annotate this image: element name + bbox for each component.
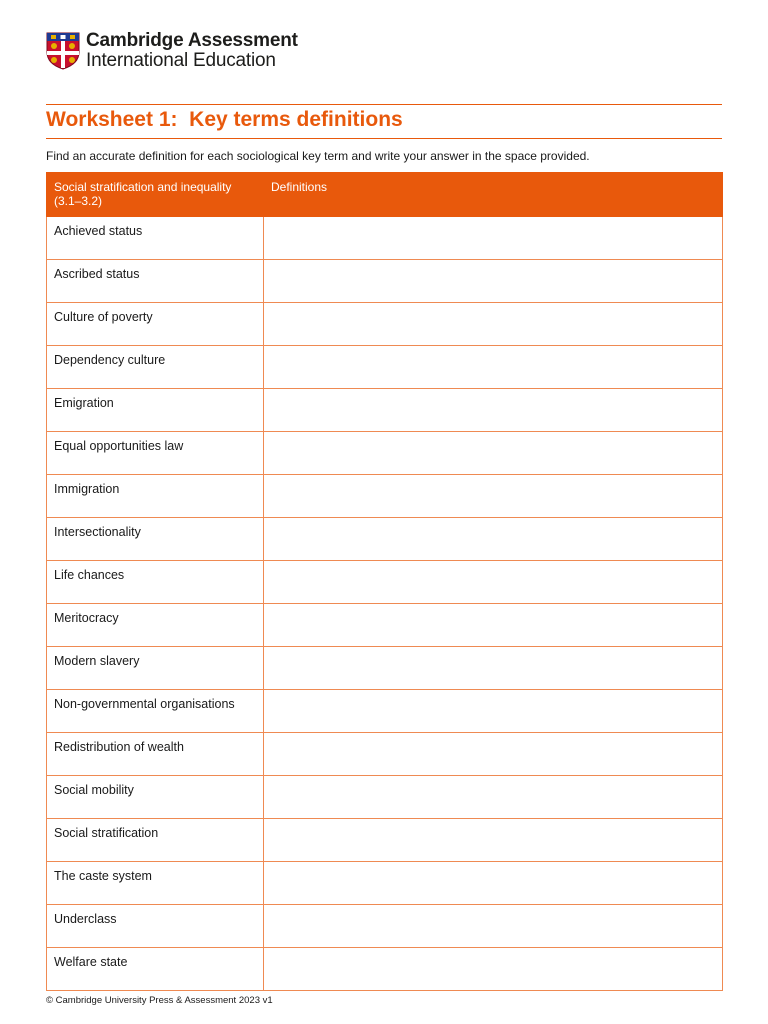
definition-cell[interactable] [264, 475, 723, 518]
term-cell: Achieved status [47, 217, 264, 260]
definition-cell[interactable] [264, 905, 723, 948]
definition-cell[interactable] [264, 217, 723, 260]
term-cell: Meritocracy [47, 604, 264, 647]
term-cell: Life chances [47, 561, 264, 604]
table-row [47, 260, 723, 303]
copyright-footer: © Cambridge University Press & Assessment 2023 v1 [46, 995, 273, 1006]
definition-cell[interactable] [264, 389, 723, 432]
worksheet-title: Worksheet 1: Key terms definitions [46, 108, 403, 131]
cambridge-logo [46, 31, 298, 71]
table-row [47, 518, 723, 561]
table-row [47, 647, 723, 690]
table-row [47, 690, 723, 733]
table-row [47, 432, 723, 475]
table-row [47, 733, 723, 776]
definition-cell[interactable] [264, 690, 723, 733]
term-cell: Ascribed status [47, 260, 264, 303]
table-row [47, 217, 723, 260]
term-cell: Welfare state [47, 948, 264, 991]
table-row [47, 303, 723, 346]
term-cell: Intersectionality [47, 518, 264, 561]
term-cell: Underclass [47, 905, 264, 948]
table-row [47, 776, 723, 819]
term-cell: Social stratification [47, 819, 264, 862]
definition-cell[interactable] [264, 776, 723, 819]
term-cell: Social mobility [47, 776, 264, 819]
definition-cell[interactable] [264, 604, 723, 647]
term-cell: Culture of poverty [47, 303, 264, 346]
table-row [47, 389, 723, 432]
key-terms-table [46, 172, 723, 991]
term-cell: Non-governmental organisations [47, 690, 264, 733]
definition-cell[interactable] [264, 819, 723, 862]
term-cell: Dependency culture [47, 346, 264, 389]
table-row [47, 475, 723, 518]
table-row [47, 905, 723, 948]
term-cell: Redistribution of wealth [47, 733, 264, 776]
term-cell: The caste system [47, 862, 264, 905]
table-row [47, 862, 723, 905]
definition-cell[interactable] [264, 647, 723, 690]
term-cell: Modern slavery [47, 647, 264, 690]
definition-cell[interactable] [264, 518, 723, 561]
table-row [47, 561, 723, 604]
title-rule-bottom [46, 138, 722, 139]
definition-cell[interactable] [264, 948, 723, 991]
definition-cell[interactable] [264, 260, 723, 303]
definition-cell[interactable] [264, 561, 723, 604]
header-definitions: Definitions [264, 173, 723, 217]
header-topic: Social stratification and inequality (3.1–3.2) [47, 173, 264, 217]
term-cell: Immigration [47, 475, 264, 518]
table-row [47, 819, 723, 862]
definition-cell[interactable] [264, 862, 723, 905]
table-header-row [47, 173, 723, 217]
logo-line-1: Cambridge Assessment [86, 30, 298, 51]
definition-cell[interactable] [264, 432, 723, 475]
logo-wordmark [86, 31, 298, 71]
instructions: Find an accurate definition for each sociological key term and write your answer in the space provided. [46, 149, 590, 163]
definition-cell[interactable] [264, 346, 723, 389]
term-cell: Equal opportunities law [47, 432, 264, 475]
definition-cell[interactable] [264, 733, 723, 776]
logo-line-2: International Education [86, 50, 276, 71]
table-row [47, 948, 723, 991]
table-row [47, 346, 723, 389]
cambridge-shield-icon [46, 32, 80, 70]
title-rule-top [46, 104, 722, 105]
table-row [47, 604, 723, 647]
definition-cell[interactable] [264, 303, 723, 346]
term-cell: Emigration [47, 389, 264, 432]
